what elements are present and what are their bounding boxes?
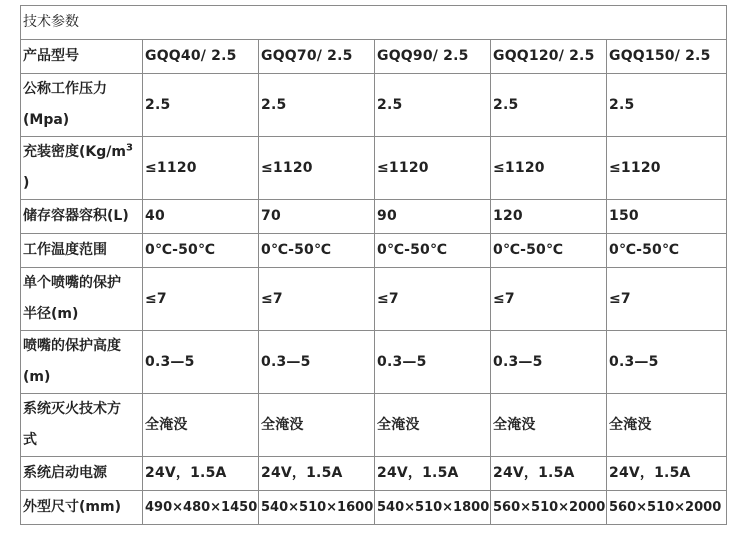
cell-value: 0℃-50℃ (491, 234, 607, 268)
cell-value: 全淹没 (375, 394, 491, 457)
row-label-line2: (m) (23, 369, 51, 385)
cell-value: 24V，1.5A (259, 457, 375, 491)
cell-value: 120 (491, 200, 607, 234)
cell-value: 540×510×1600 (259, 491, 375, 525)
cell-value: 24V，1.5A (491, 457, 607, 491)
row-label-line1: 单个喷嘴的保护 (23, 275, 121, 291)
cell-value: 2.5 (491, 74, 607, 137)
row-label: 储存容器容积(L) (21, 200, 143, 234)
table-title-row (21, 6, 727, 40)
row-label-line1: 公称工作压力 (23, 81, 107, 97)
cell-value: 0℃-50℃ (259, 234, 375, 268)
cell-value: 560×510×2000 (491, 491, 607, 525)
row-label: 工作温度范围 (21, 234, 143, 268)
cell-value: 40 (143, 200, 259, 234)
cell-value: ≤1120 (607, 137, 727, 200)
table-row (21, 331, 727, 394)
cell-value: 0℃-50℃ (375, 234, 491, 268)
cell-value: 0.3—5 (607, 331, 727, 394)
row-label (21, 394, 143, 457)
cell-value: 全淹没 (259, 394, 375, 457)
row-label-line2: 式 (23, 432, 37, 448)
cell-value: 全淹没 (491, 394, 607, 457)
cell-value: GQQ90/ 2.5 (375, 40, 491, 74)
row-label-line2: (Mpa) (23, 112, 70, 128)
cell-value: 90 (375, 200, 491, 234)
cell-value: GQQ70/ 2.5 (259, 40, 375, 74)
cell-value: ≤7 (607, 268, 727, 331)
row-label-line1: 系统灭火技术方 (23, 401, 121, 417)
cell-value: ≤7 (143, 268, 259, 331)
table-row (21, 234, 727, 268)
row-label-line2: ) (23, 175, 30, 191)
cell-value: 24V，1.5A (375, 457, 491, 491)
cell-value: ≤1120 (259, 137, 375, 200)
cell-value: 全淹没 (143, 394, 259, 457)
table-row (21, 394, 727, 457)
cell-value: 0℃-50℃ (607, 234, 727, 268)
row-label: 产品型号 (21, 40, 143, 74)
row-label (21, 137, 143, 200)
cell-value: 0.3—5 (375, 331, 491, 394)
cell-value: 0℃-50℃ (143, 234, 259, 268)
cell-value: 0.3—5 (259, 331, 375, 394)
cell-value: 2.5 (259, 74, 375, 137)
row-label-line1: 充装密度(Kg/m (23, 144, 126, 160)
row-label (21, 74, 143, 137)
cell-value: 2.5 (375, 74, 491, 137)
cell-value: ≤1120 (143, 137, 259, 200)
row-label-line2: 半径(m) (23, 306, 79, 322)
cell-value: 490×480×1450 (143, 491, 259, 525)
cell-value: GQQ120/ 2.5 (491, 40, 607, 74)
cell-value: 24V，1.5A (607, 457, 727, 491)
table-row (21, 491, 727, 525)
row-label: 外型尺寸(mm) (21, 491, 143, 525)
cell-value: GQQ150/ 2.5 (607, 40, 727, 74)
cell-value: GQQ40/ 2.5 (143, 40, 259, 74)
cell-value: 0.3—5 (143, 331, 259, 394)
cell-value: 70 (259, 200, 375, 234)
cell-value: ≤1120 (375, 137, 491, 200)
cell-value: ≤7 (375, 268, 491, 331)
row-label (21, 268, 143, 331)
cell-value: 0.3—5 (491, 331, 607, 394)
table-row (21, 137, 727, 200)
row-label-superscript: 3 (125, 142, 133, 154)
table-row (21, 457, 727, 491)
cell-value: 150 (607, 200, 727, 234)
table-title: 技术参数 (21, 6, 727, 40)
cell-value: 2.5 (607, 74, 727, 137)
cell-value: 540×510×1800 (375, 491, 491, 525)
table-row (21, 268, 727, 331)
cell-value: ≤1120 (491, 137, 607, 200)
table-row (21, 200, 727, 234)
cell-value: ≤7 (491, 268, 607, 331)
row-label-line1: 喷嘴的保护高度 (23, 338, 121, 354)
spec-table (20, 5, 727, 525)
cell-value: ≤7 (259, 268, 375, 331)
cell-value: 560×510×2000 (607, 491, 727, 525)
table-row (21, 40, 727, 74)
cell-value: 全淹没 (607, 394, 727, 457)
row-label (21, 331, 143, 394)
row-label: 系统启动电源 (21, 457, 143, 491)
cell-value: 2.5 (143, 74, 259, 137)
table-row (21, 74, 727, 137)
cell-value: 24V，1.5A (143, 457, 259, 491)
